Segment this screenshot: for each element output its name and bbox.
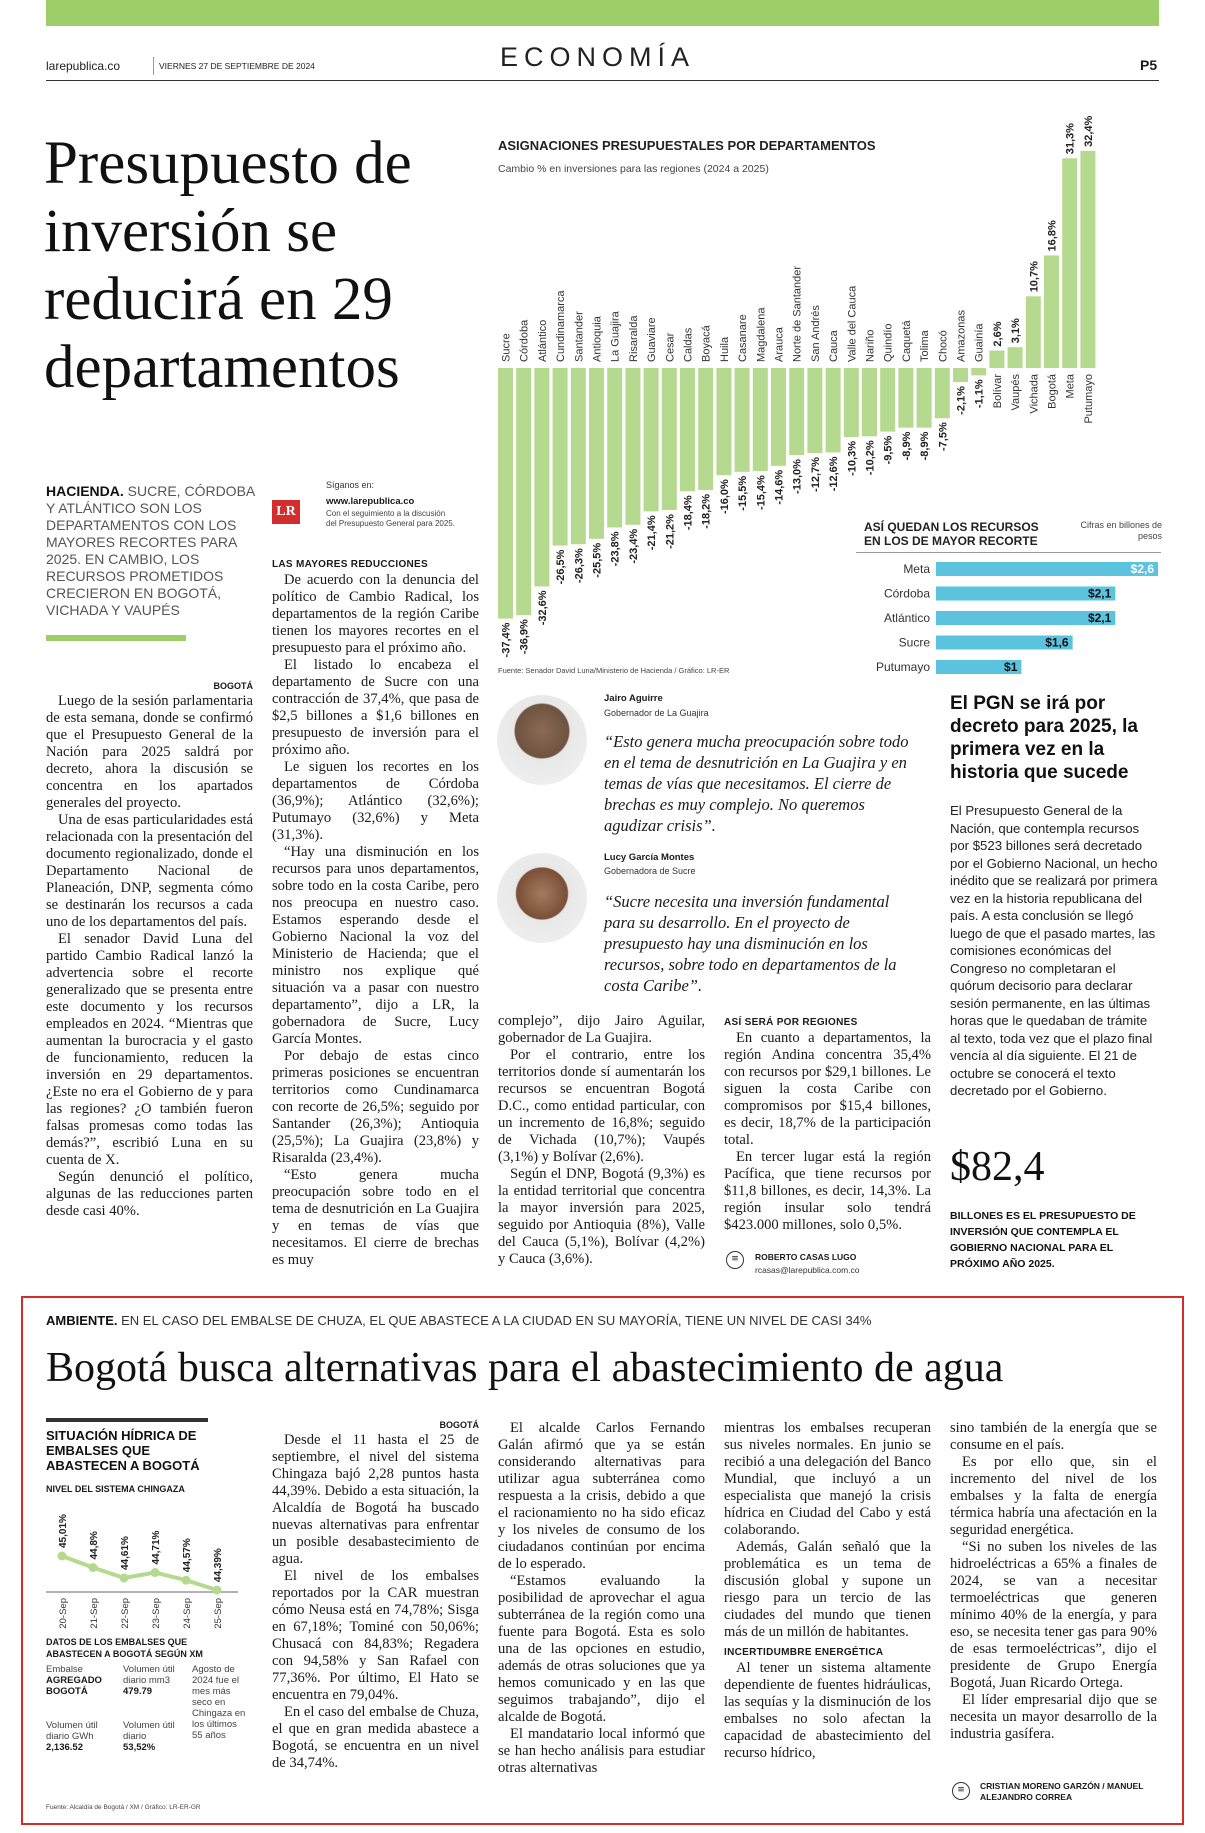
category-label: Quindío	[882, 323, 895, 362]
data-label: -15,5%	[737, 475, 750, 511]
col2-para-6: “Esto genera mucha preocupación sobre todo en el tema de desnutrición en La Guajira y en temas de vías que necesitamos. El cierre de brechas es muy	[272, 1167, 479, 1268]
env-col2-para-3: El mandatario local informó que se han hecho análisis para estudiar otras alternativas	[498, 1726, 705, 1776]
data-label: 10,7%	[1028, 261, 1041, 293]
col2-section-head: LAS MAYORES REDUCCIONES	[272, 559, 428, 570]
bar	[516, 368, 531, 615]
bar	[607, 368, 622, 527]
kicker-text: SUCRE, CÓRDOBA Y ATLÁNTICO SON LOS DEPARTAMENTOS CON LOS MAYORES RECORTES PARA 2025. EN CAMBIO, LOS RECURSOS PROMETIDOS CRECIERON EN BOGOTÁ, VICHADA Y VAUPÉS	[46, 483, 255, 618]
col2-para-2: El listado lo encabeza el departamento de Sucre con una contracción de 37,4%, que pasa de $2,5 billones a $1,6 billones en presupuesto de inversión para el próximo año.	[272, 657, 479, 758]
t5-value: 53,52%	[123, 1742, 156, 1753]
t2-value: 479.79	[123, 1686, 153, 1697]
author-email[interactable]: rcasas@larepublica.com.co	[755, 1265, 860, 1275]
bar	[534, 368, 549, 586]
author-icon: ≡	[726, 1251, 744, 1269]
bar	[753, 368, 768, 471]
bar-category-label: Córdoba	[883, 586, 930, 601]
chart-source: Fuente: Senador David Luna/Ministerio de Hacienda / Gráfico: LR-ER	[498, 666, 730, 675]
env-authors: CRISTIAN MORENO GARZÓN / MANUEL ALEJANDRO CORREA	[980, 1781, 1144, 1802]
env-author-icon: ≡	[952, 1782, 970, 1800]
data-label: 32,4%	[1082, 115, 1095, 147]
bar	[844, 368, 859, 437]
col4-para-1: En cuanto a departamentos, la región Andina concentra 35,4% con recursos por $29,1 billones. Le siguen la costa Caribe con compromisos por $15,4 billones, es decir, 18,7% de la participación total.	[724, 1030, 931, 1148]
lr-logo-text: LR	[276, 504, 296, 519]
article-col-2	[272, 557, 479, 1269]
data-label: -8,9%	[919, 431, 932, 461]
col1-para-2: Una de esas particularidades está relacionada con la presentación del documento regionalizado, donde el Departamento Nacional de Planeación, DNP, segmenta cómo se destinarán los recursos a cada uno de los departamentos del país.	[46, 812, 253, 930]
header-rule	[46, 80, 1159, 81]
category-label: Nariño	[864, 329, 877, 362]
env-col4-para-3: “Si no suben los niveles de las hidroeléctricas a 65% a finales de 2024, se van a necesitar termoeléctricas que generen mínimo 40% de la energía, y para eso, se necesita tener gas para 90% de esas termoeléctricas”, dijo el presidente de Grupo Energía Bogotá, Juan Ricardo Ortega.	[950, 1539, 1157, 1691]
env-kicker-text: EN EL CASO DEL EMBALSE DE CHUZA, EL QUE ABASTECE A LA CIUDAD EN SU MAYORÍA, TIENE UN NIVEL DE CASI 34%	[121, 1313, 872, 1328]
avatar-jairo	[497, 695, 587, 785]
env-col4-para-2: Es por ello que, sin el incremento del nivel de los embalses y la falta de energía térmica habría una afectación en la seguridad energética.	[950, 1454, 1157, 1538]
env-data-title: DATOS DE LOS EMBALSES QUE ABASTECEN A BOGOTÁ SEGÚN XM	[46, 1637, 203, 1659]
x-tick-label: 23-Sep	[151, 1598, 162, 1629]
env-col2-para-2: “Estamos evaluando la posibilidad de aprovechar el agua subterránea de la región como una fuente para Bogotá. Esta es solo una de las opciones en estudio, además de otras soluciones que ya hemos comunicado y en las que seguimos trabajando”, dijo el alcalde de Bogotá.	[498, 1573, 705, 1725]
data-label: -10,2%	[864, 440, 877, 476]
env-col4-para-1: sino también de la energía que se consume en el país.	[950, 1420, 1157, 1453]
bar	[735, 368, 750, 472]
point-label: 44,39%	[213, 1548, 224, 1583]
small-chart-note: Cifras en billones de pesos	[1080, 520, 1162, 541]
header-divider	[153, 57, 154, 75]
category-label: Antioquia	[591, 316, 604, 362]
follow-url[interactable]: www.larepublica.co	[326, 496, 415, 507]
category-label: San Andrés	[809, 305, 822, 362]
category-label: Bogotá	[1046, 374, 1059, 409]
env-col-1	[272, 1420, 479, 1772]
dateline: BOGOTÁ	[213, 681, 253, 691]
category-label: Cesar	[664, 332, 677, 362]
env-headline: Bogotá busca alternativas para el abastecimiento de agua	[46, 1345, 1004, 1391]
env-col1-para-2: El nivel de los embalses reportados por la CAR muestran cómo Neusa está en 74,78%; Sisga en 67,18%; Tominé con 50,06%; Chusacá con 84,83%; Regadera con 94,58% y San Rafael con 77,36%. Por último, El Hato se encuentra en 79,04%.	[272, 1568, 479, 1703]
avatar-lucy	[497, 853, 587, 943]
category-label: Caldas	[682, 327, 695, 362]
data-label: -25,5%	[591, 542, 604, 578]
bar	[589, 368, 604, 539]
x-tick-label: 25-Sep	[213, 1598, 224, 1629]
data-label: -32,6%	[536, 590, 549, 626]
point-label: 45,01%	[58, 1514, 69, 1548]
data-point	[89, 1563, 98, 1572]
data-label: -21,4%	[646, 515, 659, 551]
data-point	[213, 1586, 222, 1595]
data-label: -8,9%	[900, 431, 913, 461]
data-label: 31,3%	[1064, 123, 1077, 155]
article-col-1	[46, 681, 253, 1220]
category-label: Valle del Cauca	[846, 285, 859, 362]
category-label: Risaralda	[627, 315, 640, 362]
bar	[953, 368, 968, 382]
bar	[807, 368, 822, 453]
hbar	[936, 562, 1158, 576]
category-label: Cauca	[828, 330, 841, 362]
bar	[971, 368, 986, 375]
data-label: -15,4%	[755, 475, 768, 511]
env-col-2	[498, 1420, 705, 1777]
follow-text: Con el seguimiento a la discusión del Presupuesto General para 2025.	[326, 509, 455, 528]
category-label: Vaupés	[1010, 374, 1023, 411]
bar	[553, 368, 568, 546]
bar	[625, 368, 640, 525]
main-headline: Presupuesto de inversión se reducirá en 29 departamentos	[44, 130, 412, 401]
data-label: -16,0%	[718, 479, 731, 515]
chart-subtitle: Cambio % en inversiones para las regiones (2024 a 2025)	[498, 163, 769, 175]
top-color-strip	[46, 0, 1159, 26]
col3-para-1: complejo”, dijo Jairo Aguilar, gobernador de La Guajira.	[498, 1013, 705, 1046]
t5-label: Volumen útil diario	[123, 1720, 175, 1742]
env-kicker-label: AMBIENTE.	[46, 1313, 118, 1328]
data-label: -14,6%	[773, 469, 786, 505]
data-label: 2,6%	[991, 321, 1004, 347]
bar	[862, 368, 877, 436]
quote1-text: “Esto genera mucha preocupación sobre todo en el tema de desnutrición en La Guajira y en temas de vías que necesitamos. El cierre de brechas es muy complejo. No queremos agudizar crisis”.	[604, 732, 909, 835]
category-label: Meta	[1064, 374, 1077, 399]
category-label: Huila	[718, 336, 731, 362]
t1-value: AGREGADO BOGOTÁ	[46, 1675, 102, 1697]
point-label: 44,71%	[151, 1530, 162, 1565]
quote1-name: Jairo Aguirre	[604, 693, 663, 704]
point-label: 44,57%	[182, 1538, 193, 1573]
category-label: Cundinamarca	[555, 290, 568, 362]
bar-category-label: Meta	[903, 562, 930, 576]
category-label: Magdalena	[755, 307, 768, 362]
bar-value-label: $2,1	[1087, 586, 1112, 601]
category-label: Casanare	[737, 314, 750, 362]
article-col-3	[498, 1013, 705, 1268]
data-label: 16,8%	[1046, 220, 1059, 252]
bar-value-label: $1	[1004, 660, 1018, 674]
env-panel-rule	[46, 1418, 208, 1422]
x-tick-label: 22-Sep	[120, 1598, 131, 1629]
data-label: -18,2%	[700, 493, 713, 529]
env-chart-subtitle: NIVEL DEL SISTEMA CHINGAZA	[46, 1484, 185, 1494]
quote2-role: Gobernadora de Sucre	[604, 866, 696, 876]
category-label: Chocó	[937, 330, 950, 362]
data-label: -1,1%	[973, 379, 986, 409]
section-title: ECONOMÍA	[500, 42, 696, 72]
chingaza-line-chart	[42, 1496, 242, 1636]
env-col1-para-1: Desde el 11 hasta el 25 de septiembre, el nivel del sistema Chingaza bajó 2,28 puntos hasta 44,39%. Debido a esta situación, la Alcaldía de Bogotá ha buscado nuevas alternativas para enfrentar un posible desabastecimiento de agua.	[272, 1432, 479, 1567]
main-kicker	[46, 483, 266, 619]
data-label: -18,4%	[682, 495, 695, 531]
small-chart-title: ASÍ QUEDAN LOS RECURSOS EN LOS DE MAYOR RECORTE	[864, 520, 1039, 548]
category-label: Atlántico	[536, 319, 549, 362]
env-col4-para-4: El líder empresarial dijo que se necesita un mayor desarrollo de la industria gasífera.	[950, 1692, 1157, 1742]
bar	[989, 351, 1004, 368]
kicker-rule	[46, 635, 186, 641]
data-label: -12,7%	[809, 457, 822, 492]
category-label: La Guajira	[609, 311, 622, 362]
site-name[interactable]: larepublica.co	[46, 59, 121, 73]
x-tick-label: 24-Sep	[182, 1598, 193, 1629]
category-label: Arauca	[773, 327, 786, 362]
bar	[498, 368, 513, 619]
point-label: 44,8%	[89, 1531, 100, 1560]
category-label: Tolima	[919, 330, 932, 362]
page-number: P5	[1140, 57, 1158, 73]
category-label: Bolívar	[991, 374, 1004, 409]
bar	[880, 368, 895, 432]
data-label: -13,0%	[791, 459, 804, 494]
t3-label: Agosto de 2024 fue el mes más seco en Chingaza en los últimos 55 años	[192, 1664, 246, 1741]
data-label: -26,3%	[573, 548, 586, 584]
category-label: Santander	[573, 311, 586, 362]
env-col2-para-1: El alcalde Carlos Fernando Galán afirmó que ya se están considerando alternativas para utilizar agua subterránea como respuesta a la crisis, debido a que el racionamiento no ha sido eficaz y los niveles de consumo de los ciudadanos continúan por encima de lo esperado.	[498, 1420, 705, 1572]
data-label: -26,5%	[555, 549, 568, 585]
col1-para-4: Según denunció el político, algunas de las reducciones parten desde casi 40%.	[46, 1169, 253, 1219]
category-label: Guainía	[973, 323, 986, 362]
quote2-name: Lucy García Montes	[604, 852, 695, 863]
bar-category-label: Sucre	[898, 635, 930, 650]
data-label: -36,9%	[518, 619, 531, 655]
data-label: -10,3%	[846, 441, 859, 476]
bar	[662, 368, 677, 510]
category-label: Amazonas	[955, 310, 968, 362]
data-point	[58, 1552, 67, 1561]
chart-title: ASIGNACIONES PRESUPUESTALES POR DEPARTAMENTOS	[498, 138, 876, 153]
bar	[826, 368, 841, 452]
article-col-4	[724, 1015, 931, 1234]
bar	[1080, 151, 1095, 368]
col2-para-3: Le siguen los recortes en los departamentos de Córdoba (36,9%); Atlántico (32,6%); Putumayo (32,6%) y Meta (31,3%).	[272, 759, 479, 843]
env-col3-para-3: Al tener un sistema altamente dependiente de fuentes hidráulicas, las sequías y la disminución de los embalses no solo afectan la capacidad de abastecimiento del recurso hídrico,	[724, 1660, 931, 1761]
col1-para-3: El senador David Luna del partido Cambio Radical lanzó la advertencia sobre el recorte generalizado que se presenta entre este documento y los recursos empleados en 2024. “Mientras que aumentan la burocracia y el gasto de funcionamiento, reducen la inversión en 29 departamentos. ¿Este no era el Gobierno de y para las regiones? ¿O también fueron falsas promesas como todas las demás?”, escribió Luna en su cuenta de X.	[46, 931, 253, 1168]
data-label: -12,6%	[828, 456, 841, 492]
data-label: -21,2%	[664, 514, 677, 549]
t1-label: Embalse	[46, 1664, 83, 1675]
series-line	[62, 1556, 217, 1590]
kicker-label: HACIENDA.	[46, 483, 124, 499]
category-label: Guaviare	[646, 317, 659, 362]
col3-para-2: Por el contrario, entre los territorios donde sí aumentarán los recursos se encuentran Bogotá D.C., como entidad particular, con un incremento de 16,8%; seguido de Vichada (10,7%); Vaupés (3,1%) y Bolívar (2,6%).	[498, 1047, 705, 1165]
x-tick-label: 21-Sep	[89, 1598, 100, 1629]
t2-label: Volumen útil diario mm3	[123, 1664, 175, 1686]
data-point	[182, 1576, 191, 1585]
category-label: Norte de Santander	[791, 265, 804, 362]
t4-value: 2,136.52	[46, 1742, 83, 1753]
author-name: ROBERTO CASAS LUGO	[755, 1252, 857, 1262]
bar-value-label: $2,6	[1130, 562, 1154, 576]
bar	[698, 368, 713, 490]
big-number-caption: BILLONES ES EL PRESUPUESTO DE INVERSIÓN QUE CONTEMPLA EL GOBIERNO NACIONAL PARA EL PRÓXIMO AÑO 2025.	[950, 1210, 1136, 1270]
category-label: Vichada	[1028, 374, 1041, 414]
env-col3-para-2: Además, Galán señaló que la problemática es un tema de discusión global y supone un riesgo para un tercio de las ciudades del mundo que tienen más de un millón de habitantes.	[724, 1539, 931, 1640]
point-label: 44,61%	[120, 1536, 131, 1570]
category-label: Córdoba	[518, 319, 531, 362]
env-dateline: BOGOTÁ	[439, 1420, 479, 1430]
data-point	[151, 1568, 160, 1577]
bar	[917, 368, 932, 428]
col4-para-2: En tercer lugar está la región Pacífica, que tiene recursos por $11,8 billones, es decir, 14,3%. La región insular solo tendrá $423.000 millones, solo 0,5%.	[724, 1149, 931, 1233]
bar	[680, 368, 695, 491]
issue-date: VIERNES 27 DE SEPTIEMBRE DE 2024	[159, 61, 315, 71]
col2-para-5: Por debajo de estas cinco primeras posiciones se encuentran territorios como Cundinamarca con recorte de 26,5%; seguido por Santander (26,3%); Antioquia (25,5%); La Guajira (23,8%) y Risaralda (23,4%).	[272, 1048, 479, 1166]
data-label: 3,1%	[1010, 318, 1023, 344]
bar-category-label: Putumayo	[875, 660, 930, 674]
env-col3-section-head: INCERTIDUMBRE ENERGÉTICA	[724, 1647, 884, 1658]
data-label: -23,8%	[609, 531, 622, 567]
bar	[898, 368, 913, 428]
env-kicker	[46, 1313, 1146, 1328]
category-label: Sucre	[500, 333, 513, 362]
bar	[571, 368, 586, 544]
bar	[1044, 255, 1059, 368]
env-col3-para-1: mientras los embalses recuperan sus niveles normales. En junio se recibió a una delegación del Banco Mundial, que incluyó a un especialista que manejó la crisis hídrica en Ciudad del Cabo y está colaborando.	[724, 1420, 931, 1538]
lr-logo	[272, 500, 300, 524]
data-label: -7,5%	[937, 422, 950, 451]
bar-category-label: Atlántico	[883, 611, 930, 625]
bar	[1026, 296, 1041, 368]
follow-label: Síganos en:	[326, 480, 375, 490]
env-col-3	[724, 1420, 931, 1762]
category-label: Boyacá	[700, 325, 713, 362]
top-cuts-bar-chart	[856, 552, 1166, 677]
big-number: $82,4	[950, 1144, 1045, 1190]
data-label: -23,4%	[627, 528, 640, 564]
data-label: -37,4%	[500, 622, 513, 658]
env-chart-title: SITUACIÓN HÍDRICA DE EMBALSES QUE ABASTECEN A BOGOTÁ	[46, 1428, 200, 1473]
sidebar-title: El PGN se irá por decreto para 2025, la primera vez en la historia que sucede	[950, 693, 1138, 783]
category-label: Putumayo	[1082, 374, 1095, 424]
x-tick-label: 20-Sep	[58, 1598, 69, 1629]
quote1-role: Gobernador de La Guajira	[604, 708, 709, 718]
bar	[1008, 347, 1023, 368]
env-col-4	[950, 1420, 1157, 1743]
env-source: Fuente: Alcaldía de Bogotá / XM / Gráfico: LR-ER-GR	[46, 1804, 201, 1811]
col2-para-4: “Hay una disminución en los recursos para unos departamentos, sobre todo en la costa Caribe, pero nos preocupa en nuestro caso. Estamos esperando desde el Gobierno Nacional la voz del Ministerio de Hacienda; que el ministro nos explique qué situación va a pasar con nuestro departamento”, dijo a LR, la gobernadora de Sucre, Lucy García Montes.	[272, 844, 479, 1047]
bar-value-label: $2,1	[1087, 611, 1112, 625]
bar-value-label: $1,6	[1045, 635, 1069, 650]
data-point	[120, 1574, 129, 1583]
t4-label: Volumen útil diario GWh	[46, 1720, 98, 1742]
sidebar-text: El Presupuesto General de la Nación, que contempla recursos por $523 billones será decretado por el Gobierno Nacional, un hecho inédito que se realizará por primera vez en la historia republicana del país. A esta conclusión se llegó luego de que el pasado martes, las comisiones económicas del Congreso no completaran el quórum decisorio para declarar sesión permanente, en las últimas horas que le quedaban de trámite al texto, toda vez que el plazo final vencía al día siguiente. El 21 de octubre se conocerá el texto decretado por el Gobierno.	[950, 803, 1158, 1098]
col1-para-1: Luego de la sesión parlamentaria de esta semana, donde se confirmó que el Presupuesto General de la Nación para 2025 saldrá por decreto, ahora la discusión se concentra en los apartados generales del proyecto.	[46, 693, 253, 811]
bar	[1062, 158, 1077, 368]
col4-section-head: ASÍ SERÁ POR REGIONES	[724, 1017, 858, 1028]
quote2-text: “Sucre necesita una inversión fundamental para su desarrollo. En el proyecto de presupuesto hay una disminución en los recursos, sobre todo en departamentos de la costa Caribe”.	[604, 892, 897, 995]
bar	[935, 368, 950, 418]
bar	[771, 368, 786, 466]
data-label: -2,1%	[955, 386, 968, 415]
col3-para-3: Según el DNP, Bogotá (9,3%) es la entidad territorial que concentra la mayor inversión para 2025, seguido por Antioquia (8%), Valle del Cauca (5,1%), Bolívar (4,2%) y Cauca (3,6%).	[498, 1166, 705, 1267]
col2-para-1: De acuerdo con la denuncia del político de Cambio Radical, los departamentos de la región Caribe tienen los mayores recortes en el presupuesto para el próximo año.	[272, 572, 479, 656]
category-label: Caquetá	[900, 320, 913, 362]
env-col1-para-3: En el caso del embalse de Chuza, el que en gran medida abastece a Bogotá, se encuentra en un nivel de 34,74%.	[272, 1704, 479, 1771]
bar	[716, 368, 731, 475]
bar	[789, 368, 804, 455]
bar	[644, 368, 659, 511]
data-label: -9,5%	[882, 435, 895, 465]
